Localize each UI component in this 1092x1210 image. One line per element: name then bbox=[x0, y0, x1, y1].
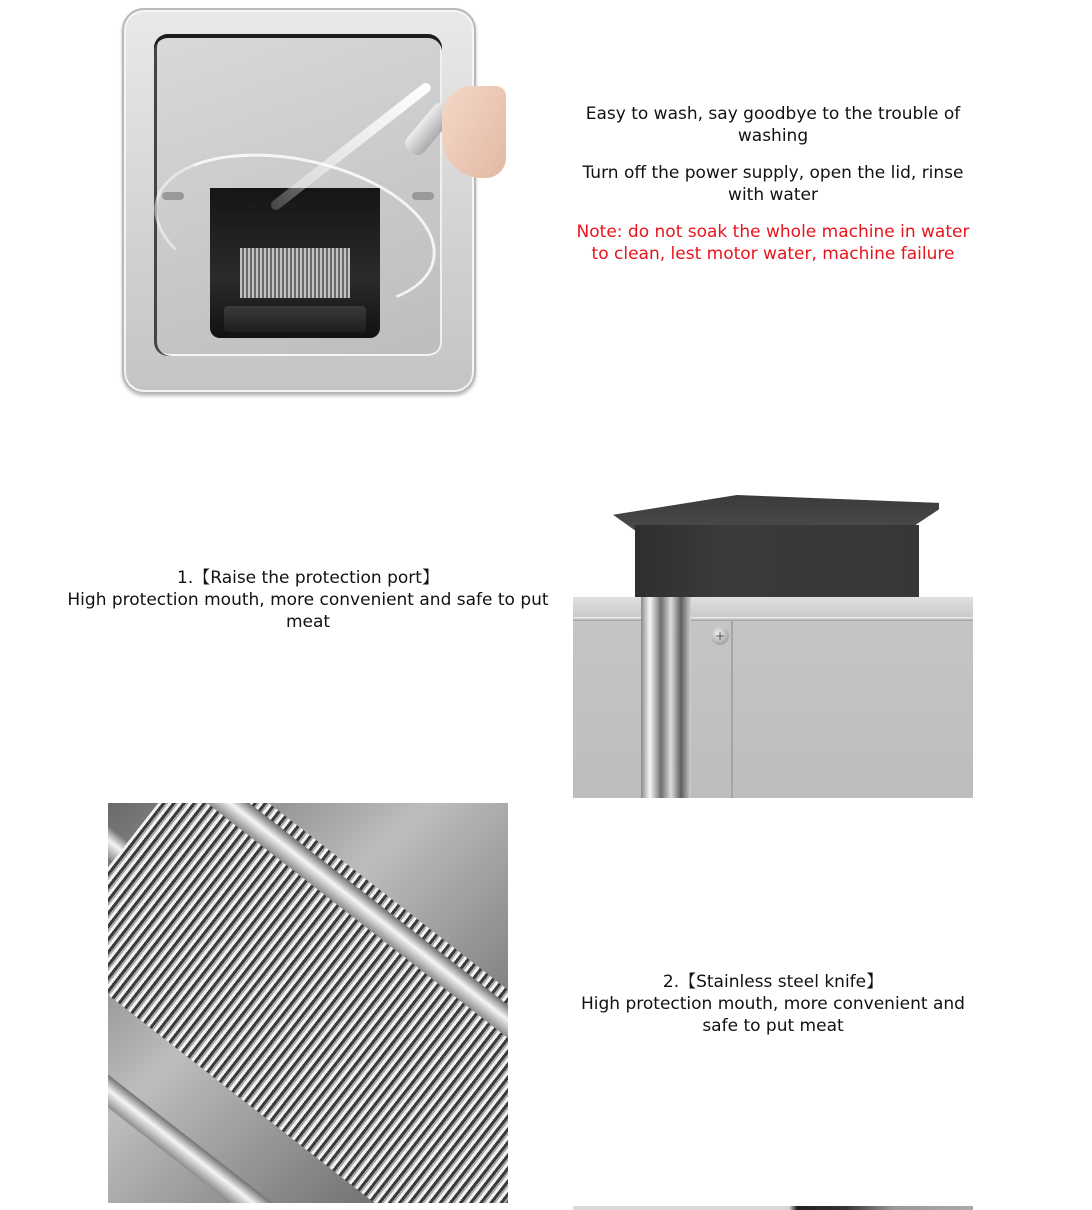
protection-port-title: 1.【Raise the protection port】 bbox=[177, 568, 439, 588]
stainless-knife-body: High protection mouth, more convenient and safe to put meat bbox=[581, 994, 965, 1036]
cabinet-edge bbox=[573, 617, 973, 621]
stainless-knife-image bbox=[108, 803, 508, 1203]
next-product-image-partial bbox=[573, 1206, 973, 1210]
protection-port-text bbox=[44, 567, 572, 633]
protection-port-body: High protection mouth, more convenient and safe to put meat bbox=[67, 590, 549, 632]
protection-port-image bbox=[573, 495, 973, 798]
panel-seam bbox=[731, 621, 733, 798]
screw-icon: + bbox=[711, 627, 729, 645]
wash-instructions: Turn off the power supply, open the lid, rinse with water bbox=[582, 163, 964, 205]
hopper-base bbox=[224, 306, 366, 332]
easy-wash-text bbox=[566, 103, 980, 280]
wash-warning-note: Note: do not soak the whole machine in water to clean, lest motor water, machine failure bbox=[576, 222, 970, 264]
chrome-pillar bbox=[641, 597, 691, 798]
latch-right-icon bbox=[412, 192, 434, 200]
easy-wash-headline: Easy to wash, say goodbye to the trouble of washing bbox=[585, 104, 961, 146]
tray-washing-image bbox=[122, 8, 506, 394]
tray-frame bbox=[122, 8, 476, 394]
hand-icon bbox=[442, 86, 506, 178]
cabinet bbox=[573, 597, 973, 798]
stainless-knife-text bbox=[580, 971, 966, 1037]
stainless-knife-title: 2.【Stainless steel knife】 bbox=[662, 972, 884, 992]
